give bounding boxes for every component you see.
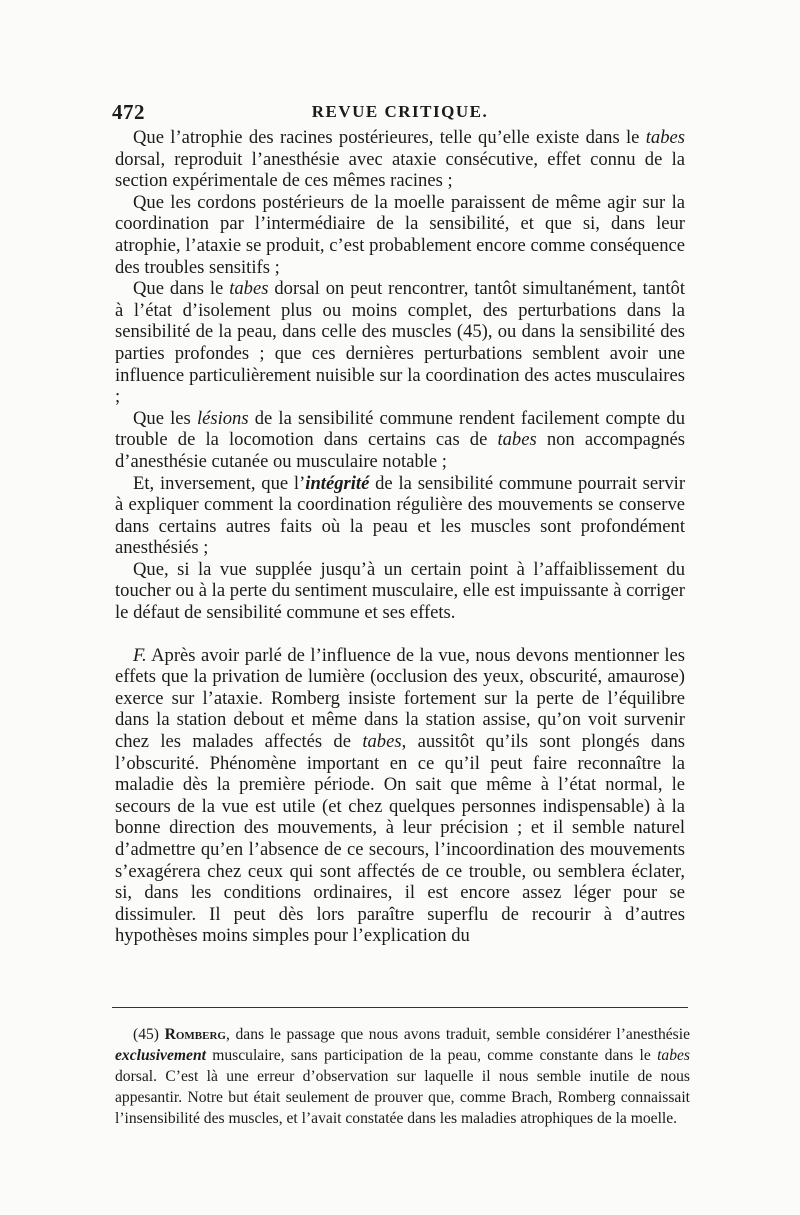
footnote-paragraph bbox=[115, 1024, 690, 1129]
paragraph: Que les cordons postérieurs de la moelle paraissent de même agir sur la coordination par l’intermédiaire de la sensibilité, et que si, dans leur atrophie, l’ataxie se produit, c’est probablement encore comme conséquence des troubles sensitifs ; bbox=[115, 191, 685, 278]
section-letter: F. bbox=[133, 644, 147, 666]
footnote-marker: (45) bbox=[133, 1026, 159, 1043]
italic-term: intégrité bbox=[305, 472, 370, 494]
section-f-text: Après avoir parlé de l’influence de la vue, nous devons mentionner les effets que la privation de lumière (occlusion des yeux, obscurité, amaurose) exerce sur l’ataxie. Romberg insiste fortement sur la perte de l’équilibre dans la station debout et même dans la station assise, qu’on voit survenir chez les malades affectés de tabes, aussitôt qu’ils sont plongés dans l’obscurité. Phénomène important en ce qu’il peut faire reconnaître la maladie dès la première période. On sait que même à l’état normal, le secours de la vue est utile (et chez quelques personnes indispensable) à la bonne direction des mouvements, à leur précision ; et il semble naturel d’admettre qu’en l’absence de ce secours, l’incoordination des mouvements s’exagérera chez ceux qui sont affectés de ce trouble, ou semblera éclater, si, dans les conditions ordinaires, il est encore assez léger pour se dissimuler. Il peut dès lors paraître superflu de recourir à d’autres hypothèses moins simples pour l’explication du bbox=[115, 644, 686, 947]
footnote-author: Romberg bbox=[164, 1026, 226, 1043]
italic-term: tabes bbox=[362, 731, 402, 753]
paragraph: Et, inversement, que l’intégrité de la sensibilité commune pourrait servir à expliquer comment la coordination régulière des mouvements se conserve dans certains autres faits où la peau et les muscles sont profondément anesthésiés ; bbox=[115, 472, 686, 559]
italic-term: tabes bbox=[645, 127, 685, 148]
italic-term: lésions bbox=[196, 407, 249, 429]
footnote-rule bbox=[112, 1007, 688, 1008]
page-header bbox=[112, 100, 688, 126]
section-f-paragraph bbox=[115, 645, 685, 947]
main-text bbox=[115, 127, 685, 947]
italic-term: tabes bbox=[657, 1047, 690, 1064]
italic-term: tabes bbox=[497, 429, 537, 451]
page-number: 472 bbox=[112, 100, 145, 124]
italic-term: exclusivement bbox=[115, 1047, 206, 1064]
footnote-text: , dans le passage que nous avons traduit, semble considérer l’anesthésie exclusivement musculaire, sans participation de la peau, comme constante dans le tabes dorsal. C’est là une erreur d’observation sur laquelle il nous semble inutile de nous appesantir. Notre but était seulement de prouver que, comme Brach, Romberg connaissait l’insensibilité des muscles, et l’avait constatée dans les maladies atrophiques de la moelle. bbox=[115, 1026, 691, 1127]
running-head: REVUE CRITIQUE. bbox=[311, 102, 489, 121]
paragraph: Que les lésions de la sensibilité commune rendent facilement compte du trouble de la locomotion dans certains cas de tabes non accompagnés d’anesthésie cutanée ou musculaire notable ; bbox=[115, 407, 685, 472]
italic-term: tabes bbox=[229, 278, 269, 300]
footnote bbox=[115, 1024, 690, 1129]
paragraph: Que dans le tabes dorsal on peut rencontrer, tantôt simultanément, tantôt à l’état d’isolement plus ou moins complet, des perturbations dans la sensibilité de la peau, dans celle des muscles (45), ou dans la sensibilité des parties profondes ; que ces dernières perturbations semblent avoir une influence particulièrement nuisible sur la coordination des actes musculaires ; bbox=[115, 278, 685, 408]
paragraph: Que l’atrophie des racines postérieures, telle qu’elle existe dans le tabes dorsal, reproduit l’anesthésie avec ataxie consécutive, effet connu de la section expérimentale de ces mêmes racines ; bbox=[115, 127, 685, 192]
paragraph: Que, si la vue supplée jusqu’à un certain point à l’affaiblissement du toucher ou à la perte du sentiment musculaire, elle est impuissante à corriger le défaut de sensibilité commune et ses effets. bbox=[115, 558, 685, 624]
